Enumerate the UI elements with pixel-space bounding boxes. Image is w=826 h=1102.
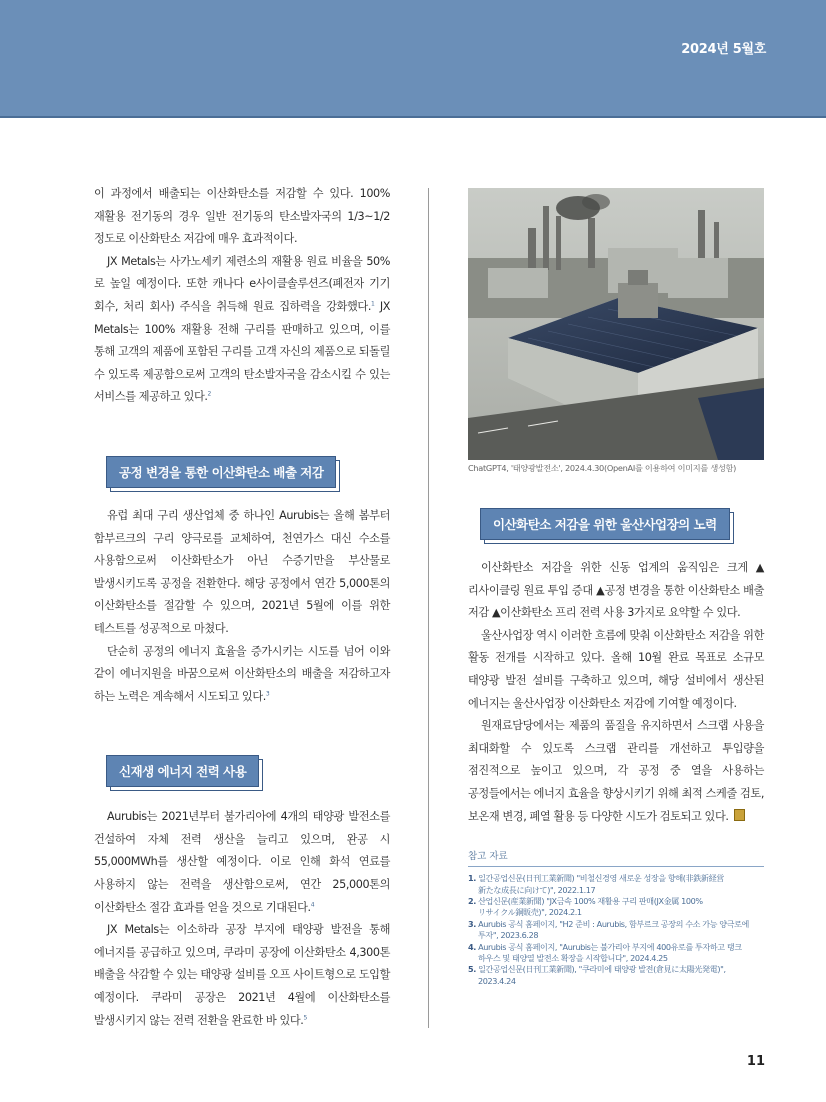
- paragraph: JX Metals는 사가노세키 제련소의 재활용 원료 비율을 50%로 높일 예정이다. 또한 캐나다 e사이클솔루션즈(폐전자 기기 회수, 처리 회사) 주식을 취득해 원료 집하력을 강화했다.$^1$ JX Metals는 100% 재활용 전해 구리를 판매하고 있으며, 이를 통해 고객의 제품에 포함된 구리를 고객 자신의 제품으로 되돌릴 수 있도록 제공함으로써 고객의 탄소발자국을 감소시킬 수 있는 서비스를 제공하고 있다.$^2$: [94, 254, 390, 404]
- paragraph: 유럽 최대 구리 생산업체 중 하나인 Aurubis는 올해 봄부터 함부르크의 구리 양극로를 교체하여, 천연가스 대신 수소를 사용함으로써 이산화탄소가 아닌 수증기만을 부산물로 발생시키도록 공정을 전환한다. 해당 공정에서 연간 5,000톤의 이산화탄소를 절감할 수 있으며, 2021년 5월에 이를 위한 테스트를 성공적으로 마쳤다.: [94, 508, 390, 635]
- footnote-ref: 3: [265, 689, 270, 697]
- page-number: 11: [746, 1054, 765, 1069]
- paragraph: 원재료담당에서는 제품의 품질을 유지하면서 스크랩 사용을 최대화할 수 있도록 스크랩 관리를 개선하고 투입량을 점진적으로 높이고 있으며, 각 공정 중 열을 사용하는 공정들에서는 에너지 효율을 향상시키기 위해 최적 스케줄 검토, 보온재 변경, 폐열 활용 등 다양한 시도가 검토되고 있다.: [468, 719, 764, 823]
- section-heading: 신재생 에너지 전력 사용: [106, 755, 259, 787]
- paragraph: 이산화탄소 저감을 위한 신동 업계의 움직임은 크게 ▲리사이클링 원료 투입 증대 ▲공정 변경을 통한 이산화탄소 배출 저감 ▲이산화탄소 프리 전력 사용 3가지로 요약할 수 있다.: [468, 561, 764, 620]
- solar-plant-image: [468, 188, 764, 460]
- reference-item: 5. 일간공업신문(日刊工業新聞), "쿠라미에 태양광 발전(倉見に太陽光発電)", 2023.4.24: [468, 964, 726, 986]
- paragraph: 이 과정에서 배출되는 이산화탄소를 저감할 수 있다. 100% 재활용 전기동의 경우 일반 전기동의 탄소발자국의 1/3~1/2 정도로 이산화탄소 저감에 매우 효과적이다.: [94, 187, 390, 246]
- paragraph: 울산사업장 역시 이러한 흐름에 맞춰 이산화탄소 저감을 위한 활동 전개를 시작하고 있다. 올해 10월 완료 목표로 소규모 태양광 발전 설비를 구축하고 있으며, 해당 설비에서 생산된 에너지는 울산사업장 이산화탄소 저감에 기여할 예정이다.: [468, 628, 764, 710]
- reference-item: 4. Aurubis 공식 홈페이지, "Aurubis는 불가리아 부지에 400유로를 투자하고 탱크 하우스 및 태양열 발전소 확장을 시작합니다", 2024.4.25: [468, 941, 742, 963]
- footnote-ref: 4: [310, 900, 315, 908]
- left-column: [94, 183, 390, 1032]
- column-divider: [428, 188, 429, 1028]
- end-mark-icon: [734, 809, 745, 821]
- footnote-ref: 5: [303, 1013, 307, 1021]
- paragraph: JX Metals는 이소하라 공장 부지에 태양광 발전을 통해 에너지를 공급하고 있으며, 쿠라미 공장에 이산화탄소 4,300톤 배출을 삭감할 수 있는 태양광 설비를 오프 사이트형으로 도입할 예정이다. 쿠라미 공장은 2021년 4월에 이산화탄소를 발생시키지 않는 전력 전환을 완료한 바 있다.$^5$: [94, 923, 390, 1027]
- references-title: 참고 자료: [468, 851, 508, 863]
- reference-item: 1. 일간공업신문(日刊工業新聞) "비철신경영 새로운 성장을 향해(非鉄新経営 新たな成長に向けて)", 2022.1.17: [468, 873, 724, 895]
- section-heading: 공정 변경을 통한 이산화탄소 배출 저감: [106, 456, 336, 488]
- section-heading: 이산화탄소 저감을 위한 울산사업장의 노력: [480, 508, 730, 540]
- paragraph: Aurubis는 2021년부터 불가리아에 4개의 태양광 발전소를 건설하여 자체 전력 생산을 늘리고 있으며, 완공 시 55,000MWh를 생산할 예정이다. 이로 인해 화석 연료를 사용하지 않는 전력을 생산함으로써, 연간 25,000톤의 이산화탄소 절감 효과를 얻을 것으로 기대된다.$^4$: [94, 810, 390, 914]
- header-band: [0, 0, 826, 118]
- issue-label: 2024년 5월호: [681, 42, 766, 57]
- footnote-ref: 1: [371, 300, 375, 308]
- reference-item: 2. 산업신문(産業新聞) "JX금속 100% 재활용 구리 판매(JX金属 100%リサイクル銅販売)", 2024.2.1: [468, 895, 703, 918]
- footnote-ref: 2: [207, 390, 211, 398]
- references-list: [468, 873, 764, 987]
- right-column: [468, 188, 764, 987]
- image-caption: ChatGPT4, '태양광발전소', 2024.4.30(OpenAI를 이용하여 이미지를 생성함): [468, 463, 737, 473]
- paragraph: 단순히 공정의 에너지 효율을 증가시키는 시도를 넘어 이와 같이 에너지원을 바꿈으로써 이산화탄소의 배출을 저감하고자 하는 노력은 계속해서 시도되고 있다.$^3$: [94, 644, 390, 703]
- references-divider: [468, 866, 764, 867]
- reference-item: 3. Aurubis 공식 홈페이지, "H2 준비 : Aurubis, 함부르크 공장의 수소 가능 양극로에 투자", 2023.6.28: [468, 918, 749, 941]
